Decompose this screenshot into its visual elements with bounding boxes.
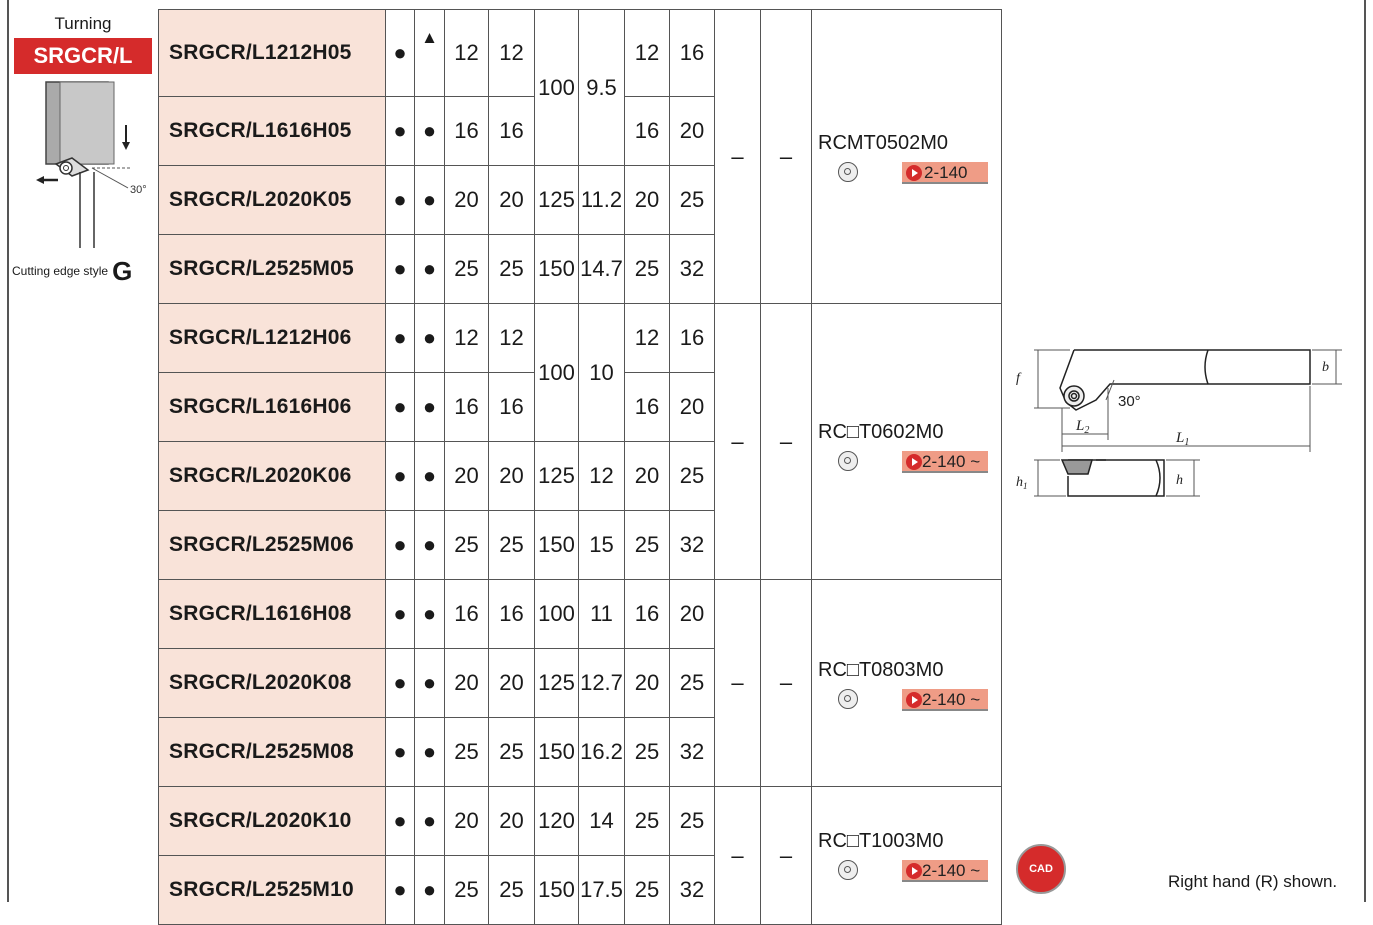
edge-style-label: Cutting edge style: [12, 264, 109, 278]
stock-mark-l: ●: [415, 373, 445, 442]
dim-l2: 12.7: [579, 649, 625, 718]
dim-h: 20: [445, 649, 489, 718]
stock-mark-l: ●: [415, 649, 445, 718]
dim-h1: 32: [670, 718, 715, 787]
part-number: SRGCR/L1212H06: [159, 304, 386, 373]
page-ref-link[interactable]: [902, 860, 988, 882]
dim-l2: 9.5: [579, 10, 625, 166]
table-row: [159, 787, 1002, 856]
stock-mark-r: ●: [386, 787, 415, 856]
dim-f: 25: [625, 718, 670, 787]
stock-mark-l: ●: [415, 511, 445, 580]
arrow-right-icon: [906, 454, 922, 470]
dash-cell: –: [715, 580, 761, 787]
dim-b: 20: [489, 787, 535, 856]
dim-f: 25: [625, 787, 670, 856]
stock-mark-r: ●: [386, 235, 415, 304]
dim-f: 25: [625, 235, 670, 304]
insert-icon: [838, 689, 858, 709]
dash-cell: –: [715, 787, 761, 925]
dim-l2: 17.5: [579, 856, 625, 925]
dim-l1: 100: [535, 10, 579, 166]
dash-cell: –: [761, 580, 812, 787]
part-number: SRGCR/L2525M10: [159, 856, 386, 925]
dash-cell: –: [715, 10, 761, 304]
dim-l2: 10: [579, 304, 625, 442]
stock-mark-l: ●: [415, 580, 445, 649]
dim-l1: 100: [535, 580, 579, 649]
stock-mark-r: ●: [386, 511, 415, 580]
dim-b: 20: [489, 166, 535, 235]
dash-cell: –: [761, 787, 812, 925]
dim-h: 16: [445, 97, 489, 166]
dim-b: 20: [489, 442, 535, 511]
part-number: SRGCR/L1616H05: [159, 97, 386, 166]
cutting-edge-style: [12, 256, 132, 287]
holder-schematic: [10, 80, 156, 250]
dimension-diagram: [1010, 340, 1350, 510]
stock-mark-r: ●: [386, 97, 415, 166]
dim-h1: 25: [670, 166, 715, 235]
page-ref-link[interactable]: [902, 689, 988, 711]
dim-l2: 11.2: [579, 166, 625, 235]
dim-h: 12: [445, 10, 489, 97]
dim-b: 25: [489, 718, 535, 787]
dim-b: 25: [489, 856, 535, 925]
dim-h1: 20: [670, 580, 715, 649]
arrow-right-icon: [906, 165, 922, 181]
dash-cell: –: [761, 304, 812, 580]
footnote: Right hand (R) shown.: [1168, 872, 1338, 891]
dim-l2: 11: [579, 580, 625, 649]
dim-h1: 25: [670, 787, 715, 856]
dim-l2: 14: [579, 787, 625, 856]
arrow-right-icon: [906, 692, 922, 708]
right-page-border: [1364, 0, 1366, 902]
dim-h: 12: [445, 304, 489, 373]
dim-l1: 150: [535, 235, 579, 304]
page-ref-label: 2-140: [924, 162, 968, 182]
dim-f: 12: [625, 304, 670, 373]
dim-b: 25: [489, 511, 535, 580]
stock-mark-l: ●: [415, 856, 445, 925]
stock-mark-l: ●: [415, 97, 445, 166]
insert-cell: [812, 580, 1002, 787]
dim-h1: 20: [670, 373, 715, 442]
cad-icon[interactable]: CAD: [1016, 844, 1066, 894]
dim-l1: 125: [535, 166, 579, 235]
dim-l1: 150: [535, 856, 579, 925]
insert-cell: [812, 787, 1002, 925]
insert-icon: [838, 451, 858, 471]
dim-l1: 125: [535, 442, 579, 511]
dim-label-f: f: [1016, 371, 1020, 386]
stock-mark-r: ●: [386, 166, 415, 235]
category-badge: SRGCR/L: [14, 38, 152, 74]
stock-mark-r: ●: [386, 580, 415, 649]
dim-label-l1: $L_1$: [1176, 430, 1190, 448]
dim-b: 12: [489, 304, 535, 373]
insert-icon: [838, 162, 858, 182]
table-row: [159, 10, 1002, 97]
dim-l2: 16.2: [579, 718, 625, 787]
dim-h: 25: [445, 235, 489, 304]
page-ref-link[interactable]: [902, 451, 988, 473]
page-ref-label: 2-140 ~: [922, 860, 981, 880]
dim-l1: 150: [535, 511, 579, 580]
dim-l1: 100: [535, 304, 579, 442]
part-number: SRGCR/L1616H06: [159, 373, 386, 442]
dim-l2: 14.7: [579, 235, 625, 304]
dim-l1: 150: [535, 718, 579, 787]
insert-code: RC□T1003M0: [818, 829, 944, 852]
dim-h: 25: [445, 511, 489, 580]
dim-label-angle: 30°: [1118, 393, 1141, 410]
stock-mark-l: ▲: [415, 10, 445, 97]
insert-code: RCMT0502M0: [818, 131, 949, 154]
category-title: Turning: [54, 14, 112, 33]
dim-label-l2: $L_2$: [1076, 418, 1090, 436]
part-number: SRGCR/L2525M06: [159, 511, 386, 580]
dim-h1: 32: [670, 511, 715, 580]
page-ref-label: 2-140 ~: [922, 689, 981, 709]
dim-label-b: b: [1322, 360, 1329, 375]
stock-mark-r: ●: [386, 442, 415, 511]
page-ref-label: 2-140 ~: [922, 451, 981, 471]
stock-mark-l: ●: [415, 304, 445, 373]
table-row: [159, 304, 1002, 373]
dim-h: 16: [445, 373, 489, 442]
insert-cell: [812, 10, 1002, 304]
dim-h: 16: [445, 580, 489, 649]
schematic-angle-label: 30°: [130, 184, 147, 196]
dim-f: 16: [625, 97, 670, 166]
stock-mark-l: ●: [415, 787, 445, 856]
part-number: SRGCR/L2020K06: [159, 442, 386, 511]
dim-b: 16: [489, 580, 535, 649]
stock-mark-r: ●: [386, 718, 415, 787]
dim-h1: 25: [670, 649, 715, 718]
table-row: [159, 580, 1002, 649]
dim-f: 20: [625, 442, 670, 511]
insert-code: RC□T0602M0: [818, 420, 944, 443]
dim-label-h: h: [1176, 473, 1183, 488]
dim-f: 12: [625, 10, 670, 97]
stock-mark-r: ●: [386, 856, 415, 925]
dash-cell: –: [761, 10, 812, 304]
dim-h1: 32: [670, 235, 715, 304]
part-number: SRGCR/L2525M05: [159, 235, 386, 304]
dim-l2: 12: [579, 442, 625, 511]
dim-l1: 125: [535, 649, 579, 718]
dim-h1: 16: [670, 10, 715, 97]
dim-f: 20: [625, 649, 670, 718]
stock-mark-r: ●: [386, 649, 415, 718]
dim-h1: 16: [670, 304, 715, 373]
part-number: SRGCR/L2020K05: [159, 166, 386, 235]
dim-f: 16: [625, 373, 670, 442]
stock-mark-l: ●: [415, 166, 445, 235]
dim-f: 25: [625, 511, 670, 580]
dim-b: 16: [489, 97, 535, 166]
dim-b: 20: [489, 649, 535, 718]
part-number: SRGCR/L1212H05: [159, 10, 386, 97]
part-number: SRGCR/L2525M08: [159, 718, 386, 787]
dim-b: 12: [489, 10, 535, 97]
dim-h: 20: [445, 442, 489, 511]
stock-mark-l: ●: [415, 718, 445, 787]
dim-h: 20: [445, 166, 489, 235]
part-number: SRGCR/L2020K08: [159, 649, 386, 718]
dim-h1: 32: [670, 856, 715, 925]
arrow-right-icon: [906, 863, 922, 879]
dim-f: 20: [625, 166, 670, 235]
spec-table: [158, 9, 1002, 925]
dim-l1: 120: [535, 787, 579, 856]
dim-b: 16: [489, 373, 535, 442]
dim-label-h1: $h_1$: [1016, 475, 1028, 491]
page-ref-link[interactable]: [902, 162, 988, 184]
dim-h: 20: [445, 787, 489, 856]
dim-h: 25: [445, 718, 489, 787]
stock-mark-l: ●: [415, 442, 445, 511]
stock-mark-r: ●: [386, 304, 415, 373]
left-page-border: [7, 0, 9, 902]
dim-b: 25: [489, 235, 535, 304]
edge-style-letter: G: [112, 256, 133, 286]
insert-cell: [812, 304, 1002, 580]
dash-cell: –: [715, 304, 761, 580]
stock-mark-r: ●: [386, 10, 415, 97]
dim-h1: 25: [670, 442, 715, 511]
dim-f: 25: [625, 856, 670, 925]
insert-icon: [838, 860, 858, 880]
dim-f: 16: [625, 580, 670, 649]
insert-code: RC□T0803M0: [818, 658, 944, 681]
dim-l2: 15: [579, 511, 625, 580]
stock-mark-l: ●: [415, 235, 445, 304]
dim-h: 25: [445, 856, 489, 925]
dim-h1: 20: [670, 97, 715, 166]
part-number: SRGCR/L1616H08: [159, 580, 386, 649]
stock-mark-r: ●: [386, 373, 415, 442]
part-number: SRGCR/L2020K10: [159, 787, 386, 856]
